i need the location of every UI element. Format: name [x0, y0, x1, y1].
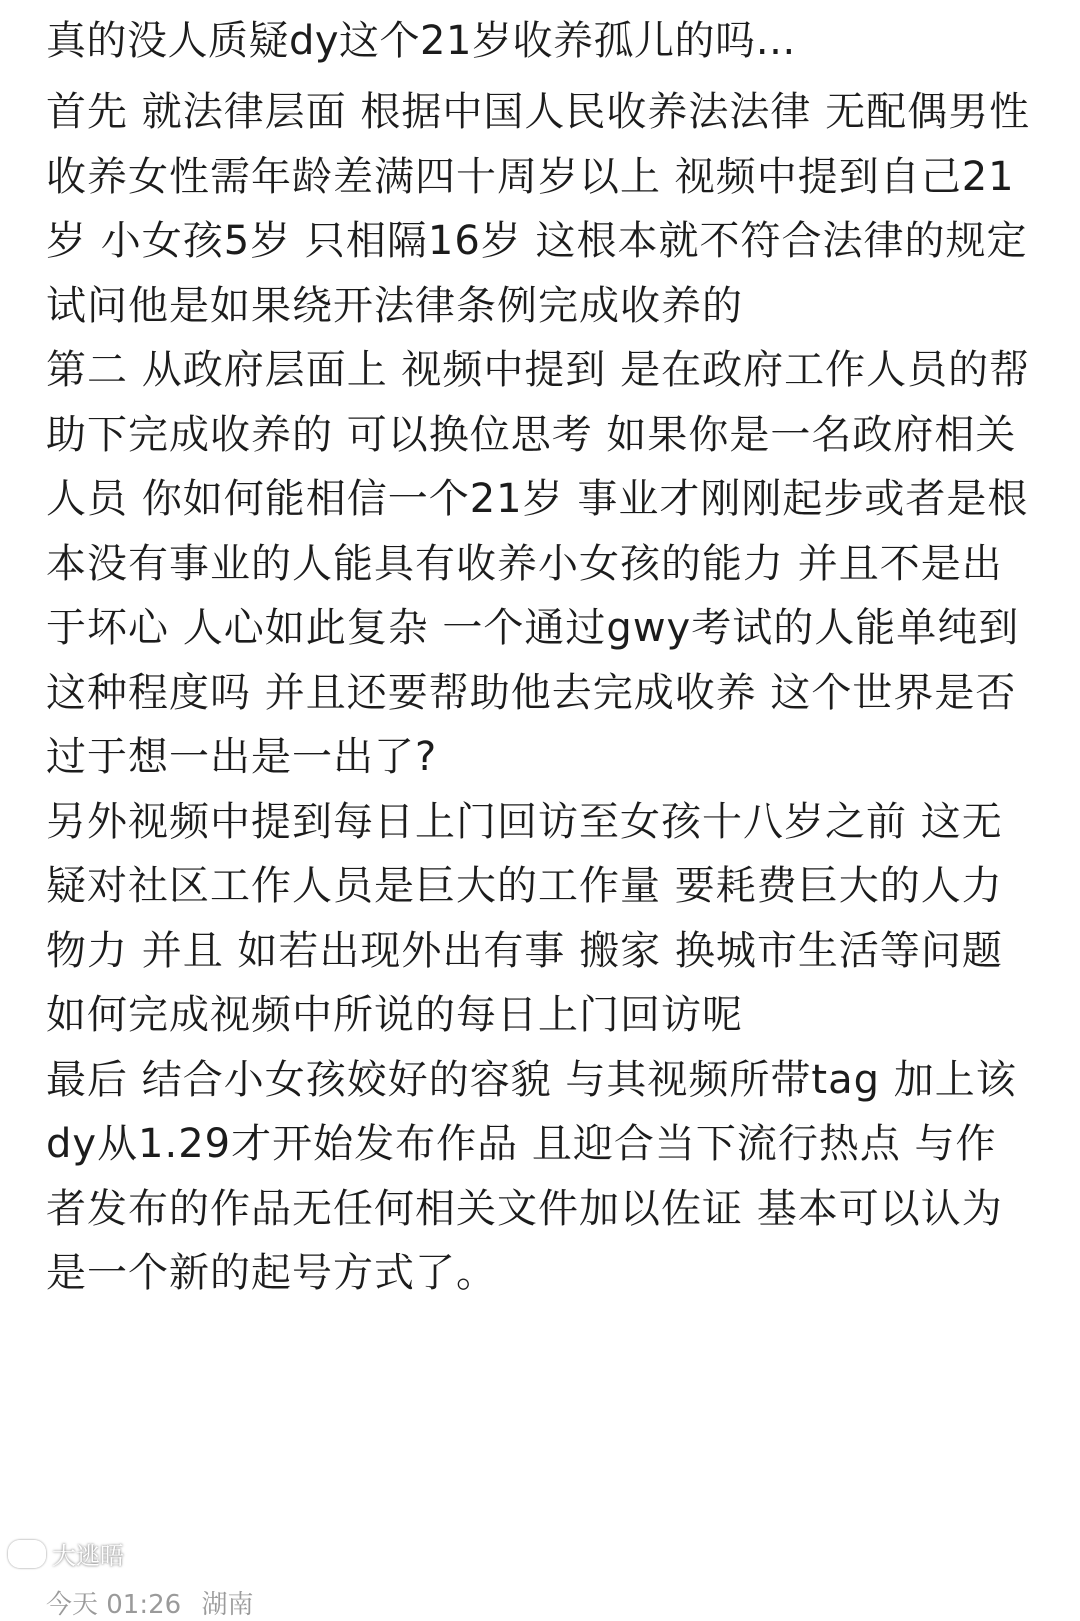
post: [46, 0, 1036, 1306]
post-location: 湖南: [201, 1590, 254, 1620]
post-paragraph: 第二 从政府层面上 视频中提到 是在政府工作人员的帮助下完成收养的 可以换位思考 如果你是一名政府相关人员 你如何能相信一个21岁 事业才刚刚起步或者是根本没有事业的人能具有收养小女孩的能力 并且不是出于坏心 人心如此复杂 一个通过gwy考试的人能单纯到这种程度吗 并且还要帮助他去完成收养 这个世界是否过于想一出是一出了?: [46, 347, 1031, 780]
post-paragraph: 最后 结合小女孩姣好的容貌 与其视频所带tag 加上该dy从1.29才开始发布作品 且迎合当下流行热点 与作者发布的作品无任何相关文件加以佐证 基本可以认为是一个新的起号方式了。: [46, 1056, 1017, 1296]
post-time: 今天 01:26: [46, 1590, 182, 1620]
post-title: 真的没人质疑dy这个21岁收养孤儿的吗…: [46, 18, 796, 64]
post-paragraph: 首先 就法律层面 根据中国人民收养法法律 无配偶男性收养女性需年龄差满四十周岁以上 视频中提到自己21岁 小女孩5岁 只相隔16岁 这根本就不符合法律的规定 试问他是如果绕开法律条例完成收养的: [46, 89, 1031, 329]
post-paragraph: 另外视频中提到每日上门回访至女孩十八岁之前 这无疑对社区工作人员是巨大的工作量 要耗费巨大的人力物力 并且 如若出现外出有事 搬家 换城市生活等问题 如何完成视频中所说的每日上门回访呢: [46, 798, 1003, 1038]
post-body: [46, 80, 1036, 1306]
post-footer: [0, 1534, 1080, 1618]
watermark-logo-icon: [8, 1540, 46, 1568]
watermark: [8, 1536, 124, 1571]
watermark-text: 大逃晤: [52, 1542, 124, 1570]
post-meta: [46, 1584, 265, 1621]
